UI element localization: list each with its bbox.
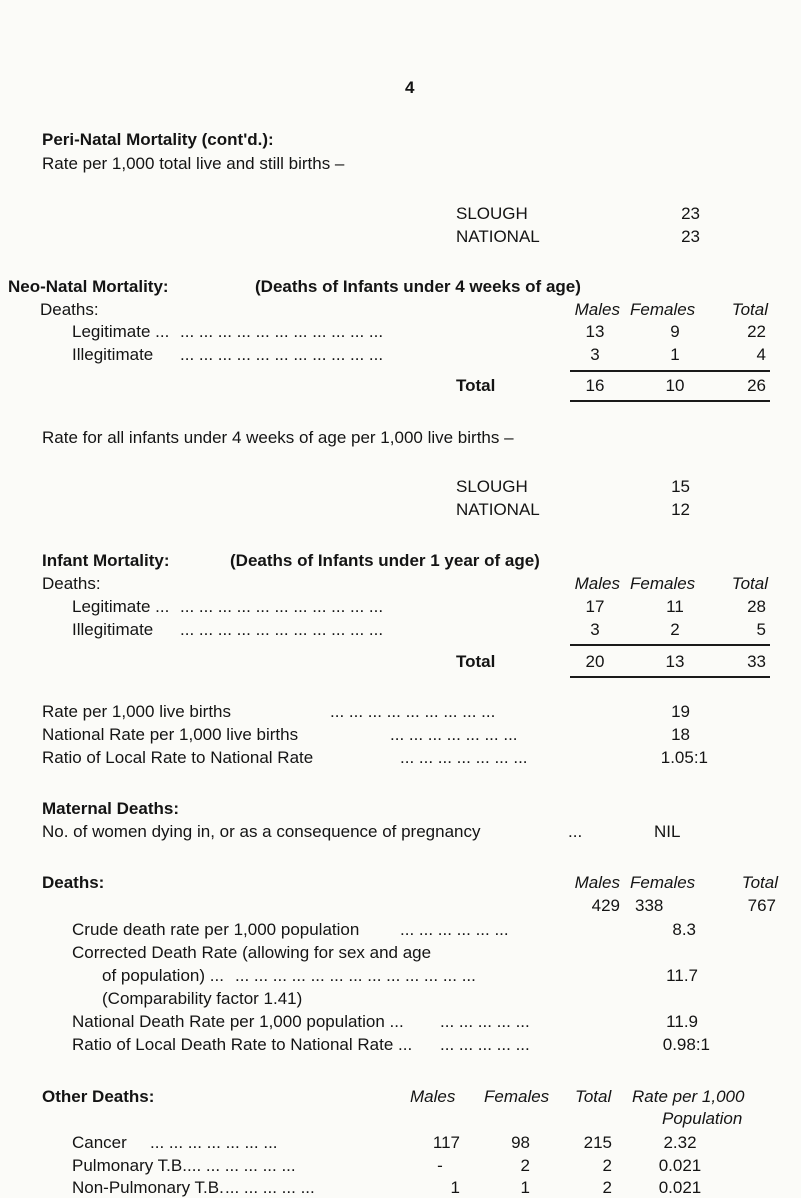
neonatal-slough-label: SLOUGH xyxy=(456,477,528,496)
neonatal-header-males: Males xyxy=(574,300,620,319)
perinatal-slough-label: SLOUGH xyxy=(456,204,528,223)
corrected-rate-label-2: of population) ... xyxy=(102,966,224,985)
infant-header-females: Females xyxy=(630,574,696,593)
maternal-label: No. of women dying in, or as a consequence of pregnancy xyxy=(42,822,481,841)
infant-ratio-label: Ratio of Local Rate to National Rate xyxy=(42,748,314,767)
infant-total-total: 33 xyxy=(747,652,766,671)
national-death-rate-label: National Death Rate per 1,000 population ... xyxy=(72,1012,404,1031)
neonatal-total-label: Total xyxy=(456,376,496,395)
infant-row-illegitimate-total: 5 xyxy=(756,620,766,639)
infant-deaths-label: Deaths: xyxy=(42,574,101,593)
other-header-females: Females xyxy=(484,1087,550,1106)
other-row-nonpulmonary-total: 2 xyxy=(602,1178,612,1197)
neonatal-row-legitimate-label: Legitimate ... xyxy=(72,322,170,341)
other-row-pulmonary-total: 2 xyxy=(602,1156,612,1175)
neonatal-total-females: 10 xyxy=(665,376,685,395)
infant-rate-value: 19 xyxy=(671,702,690,721)
neonatal-national-label: NATIONAL xyxy=(456,500,540,519)
infant-row-legitimate-total: 28 xyxy=(747,597,766,616)
infant-row-legitimate-females: 11 xyxy=(666,597,684,616)
infant-subtitle: (Deaths of Infants under 1 year of age) xyxy=(230,551,540,570)
infant-total-rule-top xyxy=(570,644,770,646)
infant-header-males: Males xyxy=(574,574,620,593)
neonatal-row-legitimate-total: 22 xyxy=(747,322,766,341)
infant-row-legitimate-males: 17 xyxy=(585,597,605,616)
neonatal-rate-label: Rate for all infants under 4 weeks of age per 1,000 live births – xyxy=(42,428,514,447)
infant-row-illegitimate-dots: ... ... ... ... ... ... ... ... ... ... ... xyxy=(180,620,384,639)
infant-rate-label: Rate per 1,000 live births xyxy=(42,702,231,721)
other-row-cancer-label: Cancer xyxy=(72,1133,127,1152)
neonatal-row-illegitimate-females: 1 xyxy=(670,345,680,364)
neonatal-row-legitimate-dots: ... ... ... ... ... ... ... ... ... ... ... xyxy=(180,322,384,341)
infant-rate-dots: ... ... ... ... ... ... ... ... ... xyxy=(330,702,496,721)
death-ratio-dots: ... ... ... ... ... xyxy=(440,1035,530,1054)
neonatal-total-total: 26 xyxy=(747,376,766,395)
maternal-dots: ... xyxy=(568,822,583,841)
neonatal-row-legitimate-males: 13 xyxy=(585,322,605,341)
infant-national-rate-value: 18 xyxy=(671,725,690,744)
neonatal-row-legitimate-females: 9 xyxy=(670,322,680,341)
deaths-header-males: Males xyxy=(574,873,620,892)
infant-row-illegitimate-label: Illegitimate xyxy=(72,620,154,639)
infant-title: Infant Mortality: xyxy=(42,551,170,570)
other-row-nonpulmonary-label: Non-Pulmonary T.B. xyxy=(72,1178,224,1197)
neonatal-national-value: 12 xyxy=(671,500,690,519)
neonatal-row-illegitimate-males: 3 xyxy=(590,345,600,364)
neonatal-deaths-label: Deaths: xyxy=(40,300,99,319)
other-row-cancer-dots: ... ... ... ... ... ... ... xyxy=(150,1133,278,1152)
other-row-pulmonary-males: - xyxy=(437,1156,443,1175)
neonatal-row-illegitimate-dots: ... ... ... ... ... ... ... ... ... ... ... xyxy=(180,345,384,364)
deaths-header-females: Females xyxy=(630,873,696,892)
deaths-header-total: Total xyxy=(741,873,778,892)
neonatal-total-males: 16 xyxy=(585,376,605,395)
neonatal-header-total: Total xyxy=(731,300,768,319)
perinatal-national-label: NATIONAL xyxy=(456,227,540,246)
infant-total-females: 13 xyxy=(665,652,685,671)
deaths-value-males: 429 xyxy=(591,896,620,915)
perinatal-slough-value: 23 xyxy=(681,204,700,223)
neonatal-total-rule-top xyxy=(570,370,770,372)
other-row-nonpulmonary-rate: 0.021 xyxy=(658,1178,702,1197)
other-row-pulmonary-dots: ... ... ... ... ... ... xyxy=(187,1156,296,1175)
neonatal-subtitle: (Deaths of Infants under 4 weeks of age) xyxy=(255,277,581,296)
page-number: 4 xyxy=(405,78,415,97)
perinatal-rate-label: Rate per 1,000 total live and still births – xyxy=(42,154,345,173)
comparability-factor: (Comparability factor 1.41) xyxy=(102,989,303,1008)
crude-rate-dots: ... ... ... ... ... ... xyxy=(400,920,509,939)
maternal-value: NIL xyxy=(654,822,681,841)
other-row-nonpulmonary-dots: ... ... ... ... ... xyxy=(225,1178,315,1197)
crude-rate-label: Crude death rate per 1,000 population xyxy=(72,920,360,939)
corrected-rate-dots: ... ... ... ... ... ... ... ... ... ... ... ... ... xyxy=(235,966,476,985)
other-row-cancer-females: 98 xyxy=(511,1133,530,1152)
infant-national-rate-dots: ... ... ... ... ... ... ... xyxy=(390,725,518,744)
other-row-cancer-males: 117 xyxy=(432,1133,460,1152)
deaths-value-females: 338 xyxy=(635,896,664,915)
infant-ratio-value: 1.05:1 xyxy=(660,748,708,767)
infant-row-illegitimate-females: 2 xyxy=(670,620,680,639)
other-row-pulmonary-rate: 0.021 xyxy=(658,1156,702,1175)
other-row-nonpulmonary-females: 1 xyxy=(520,1178,530,1197)
other-row-pulmonary-females: 2 xyxy=(520,1156,530,1175)
other-header-rate-1: Rate per 1,000 xyxy=(632,1087,745,1106)
other-row-pulmonary-label: Pulmonary T.B. xyxy=(72,1156,187,1175)
neonatal-row-illegitimate-label: Illegitimate xyxy=(72,345,154,364)
other-header-males: Males xyxy=(410,1087,456,1106)
neonatal-slough-value: 15 xyxy=(671,477,690,496)
neonatal-header-females: Females xyxy=(630,300,696,319)
other-row-cancer-rate: 2.32 xyxy=(663,1133,697,1152)
deaths-value-total: 767 xyxy=(747,896,776,915)
infant-row-legitimate-dots: ... ... ... ... ... ... ... ... ... ... ... xyxy=(180,597,384,616)
other-header-rate-2: Population xyxy=(662,1109,743,1128)
other-row-cancer-total: 215 xyxy=(583,1133,612,1152)
death-ratio-label: Ratio of Local Death Rate to National Rate ... xyxy=(72,1035,413,1054)
deaths-title: Deaths: xyxy=(42,873,105,892)
infant-total-rule-bottom xyxy=(570,676,770,678)
corrected-rate-label-1: Corrected Death Rate (allowing for sex and age xyxy=(72,943,432,962)
perinatal-national-value: 23 xyxy=(681,227,700,246)
perinatal-title: Peri-Natal Mortality (cont'd.): xyxy=(42,130,274,149)
infant-ratio-dots: ... ... ... ... ... ... ... xyxy=(400,748,528,767)
infant-row-illegitimate-males: 3 xyxy=(590,620,600,639)
infant-national-rate-label: National Rate per 1,000 live births xyxy=(42,725,299,744)
neonatal-total-rule-bottom xyxy=(570,400,770,402)
maternal-title: Maternal Deaths: xyxy=(42,799,179,818)
infant-total-label: Total xyxy=(456,652,496,671)
death-ratio-value: 0.98:1 xyxy=(662,1035,710,1054)
infant-row-legitimate-label: Legitimate ... xyxy=(72,597,170,616)
infant-header-total: Total xyxy=(731,574,768,593)
corrected-rate-value: 11.7 xyxy=(666,966,698,985)
crude-rate-value: 8.3 xyxy=(672,920,696,939)
national-death-rate-dots: ... ... ... ... ... xyxy=(440,1012,530,1031)
other-deaths-title: Other Deaths: xyxy=(42,1087,155,1106)
neonatal-row-illegitimate-total: 4 xyxy=(756,345,766,364)
other-row-nonpulmonary-males: 1 xyxy=(450,1178,460,1197)
other-header-total: Total xyxy=(575,1087,612,1106)
neonatal-title: Neo-Natal Mortality: xyxy=(8,277,169,296)
national-death-rate-value: 11.9 xyxy=(666,1012,698,1031)
infant-total-males: 20 xyxy=(585,652,605,671)
